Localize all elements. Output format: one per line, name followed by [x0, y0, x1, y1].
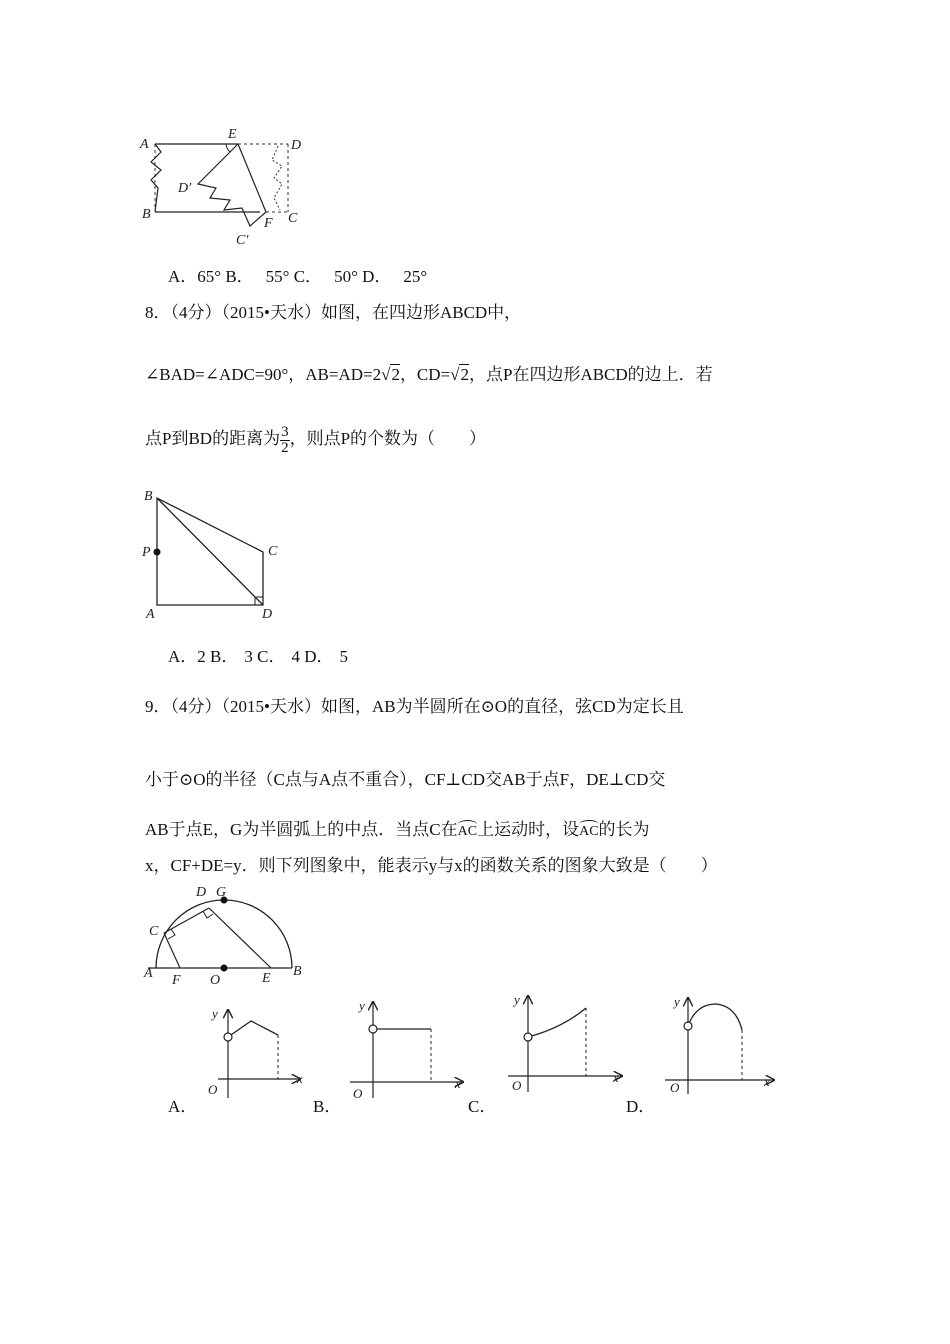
q7-option-d[interactable]: 25°	[403, 267, 428, 286]
q9-label-F: F	[172, 973, 181, 988]
q7-label-C: C	[288, 211, 298, 226]
q9-choice-d[interactable]: D．	[626, 1097, 656, 1116]
svg-text:y: y	[212, 1006, 218, 1021]
q8-option-d[interactable]: 5	[339, 647, 348, 666]
q8-line2-part3: ，点P在四边形ABCD的边上．若	[468, 365, 713, 384]
svg-text:O: O	[353, 1086, 363, 1101]
svg-text:x: x	[297, 1071, 303, 1086]
q9-stem-line1: 9．（4分）（2015•天水）如图，AB为半圆所在⊙O的直径，弦CD为定长且	[145, 697, 684, 716]
q9-arc-AC-2: AC	[579, 820, 598, 840]
q7-label-Cprime: C′	[236, 233, 249, 248]
q8-option-b[interactable]: 3 C．	[244, 647, 286, 666]
q9-graph-c	[500, 986, 630, 1096]
q9-label-G: G	[216, 885, 227, 900]
q9-stem-line2: 小于⊙O的半径（C点与A点不重合），CF⊥CD交AB于点F，DE⊥CD交	[145, 770, 666, 789]
q9-choice-c[interactable]: C．	[468, 1097, 497, 1116]
svg-text:O: O	[512, 1078, 522, 1093]
q8-sqrt-1: √2	[381, 365, 400, 384]
q7-options	[168, 262, 427, 287]
q7-label-A: A	[140, 137, 149, 152]
q9-line3-part3: 的长为	[598, 820, 650, 839]
q8-label-A: A	[146, 607, 155, 622]
q9-line3-part1: AB于点E，G为半圆弧上的中点．当点C在	[145, 820, 458, 839]
q8-line3-part1: 点P到BD的距离为	[145, 429, 281, 448]
q7-label-D: D	[291, 138, 302, 153]
q9-graph-a	[200, 1000, 310, 1100]
svg-text:O: O	[208, 1082, 218, 1097]
q8-label-C: C	[268, 544, 278, 559]
q8-options	[168, 642, 348, 667]
q8-stem-line2	[145, 360, 713, 385]
q9-stem-line4: x，CF+DE=y．则下列图象中，能表示y与x的函数关系的图象大致是（ ）	[145, 856, 718, 875]
q9-arc-AC-1: AC	[458, 820, 477, 840]
q9-graph-b	[345, 992, 470, 1102]
svg-text:x: x	[455, 1076, 461, 1091]
svg-text:O: O	[670, 1080, 680, 1095]
q8-line2-part1: ∠BAD=∠ADC=90°，AB=AD=2	[145, 365, 382, 384]
q7-label-E: E	[228, 127, 237, 142]
q8-option-c[interactable]: 4 D．	[291, 647, 334, 666]
q7-label-B: B	[142, 207, 151, 222]
svg-text:y: y	[674, 994, 680, 1009]
q9-point-O	[221, 965, 228, 972]
q9-graph-d	[660, 988, 780, 1098]
q7-label-Dprime: D′	[178, 181, 192, 196]
svg-text:y: y	[359, 998, 365, 1013]
svg-text:y: y	[514, 992, 520, 1007]
svg-text:x: x	[613, 1070, 619, 1085]
q8-sqrt-2: √2	[450, 365, 469, 384]
q7-option-c[interactable]: 50° D．	[334, 267, 392, 286]
q7-label-F: F	[264, 216, 273, 231]
q9-label-E: E	[262, 971, 271, 986]
q9-stem-line3	[145, 815, 650, 840]
q9-label-A: A	[144, 966, 153, 981]
svg-text:x: x	[764, 1074, 770, 1089]
q8-stem-line3	[145, 424, 486, 456]
q9-semicircle-figure	[138, 878, 318, 988]
q8-option-a[interactable]: A．2 B．	[168, 647, 239, 666]
q8-stem-line1: 8．（4分）（2015•天水）如图，在四边形ABCD中，	[145, 303, 522, 322]
q7-option-a[interactable]: A．65° B．	[168, 267, 254, 286]
q7-option-b[interactable]: 55° C．	[265, 267, 323, 286]
q9-label-O: O	[210, 973, 221, 988]
q9-label-D: D	[196, 885, 207, 900]
q8-label-P: P	[142, 545, 151, 560]
q7-folded-rectangle-figure	[138, 122, 318, 252]
q9-choice-b[interactable]: B．	[313, 1097, 342, 1116]
q8-label-D: D	[262, 607, 273, 622]
q9-label-C: C	[149, 924, 159, 939]
q8-fraction: $\frac{3}{2}$	[281, 423, 289, 456]
q8-point-P	[154, 549, 161, 556]
q9-line3-part2: 上运动时，设	[477, 820, 580, 839]
q9-label-B: B	[293, 964, 302, 979]
q8-quadrilateral-figure	[138, 484, 288, 624]
q8-line3-part2: ，则点P的个数为（ ）	[289, 429, 487, 448]
q9-choice-a[interactable]: A．	[168, 1097, 198, 1116]
q8-label-B: B	[144, 489, 153, 504]
q8-line2-part2: ，CD=	[399, 365, 451, 384]
